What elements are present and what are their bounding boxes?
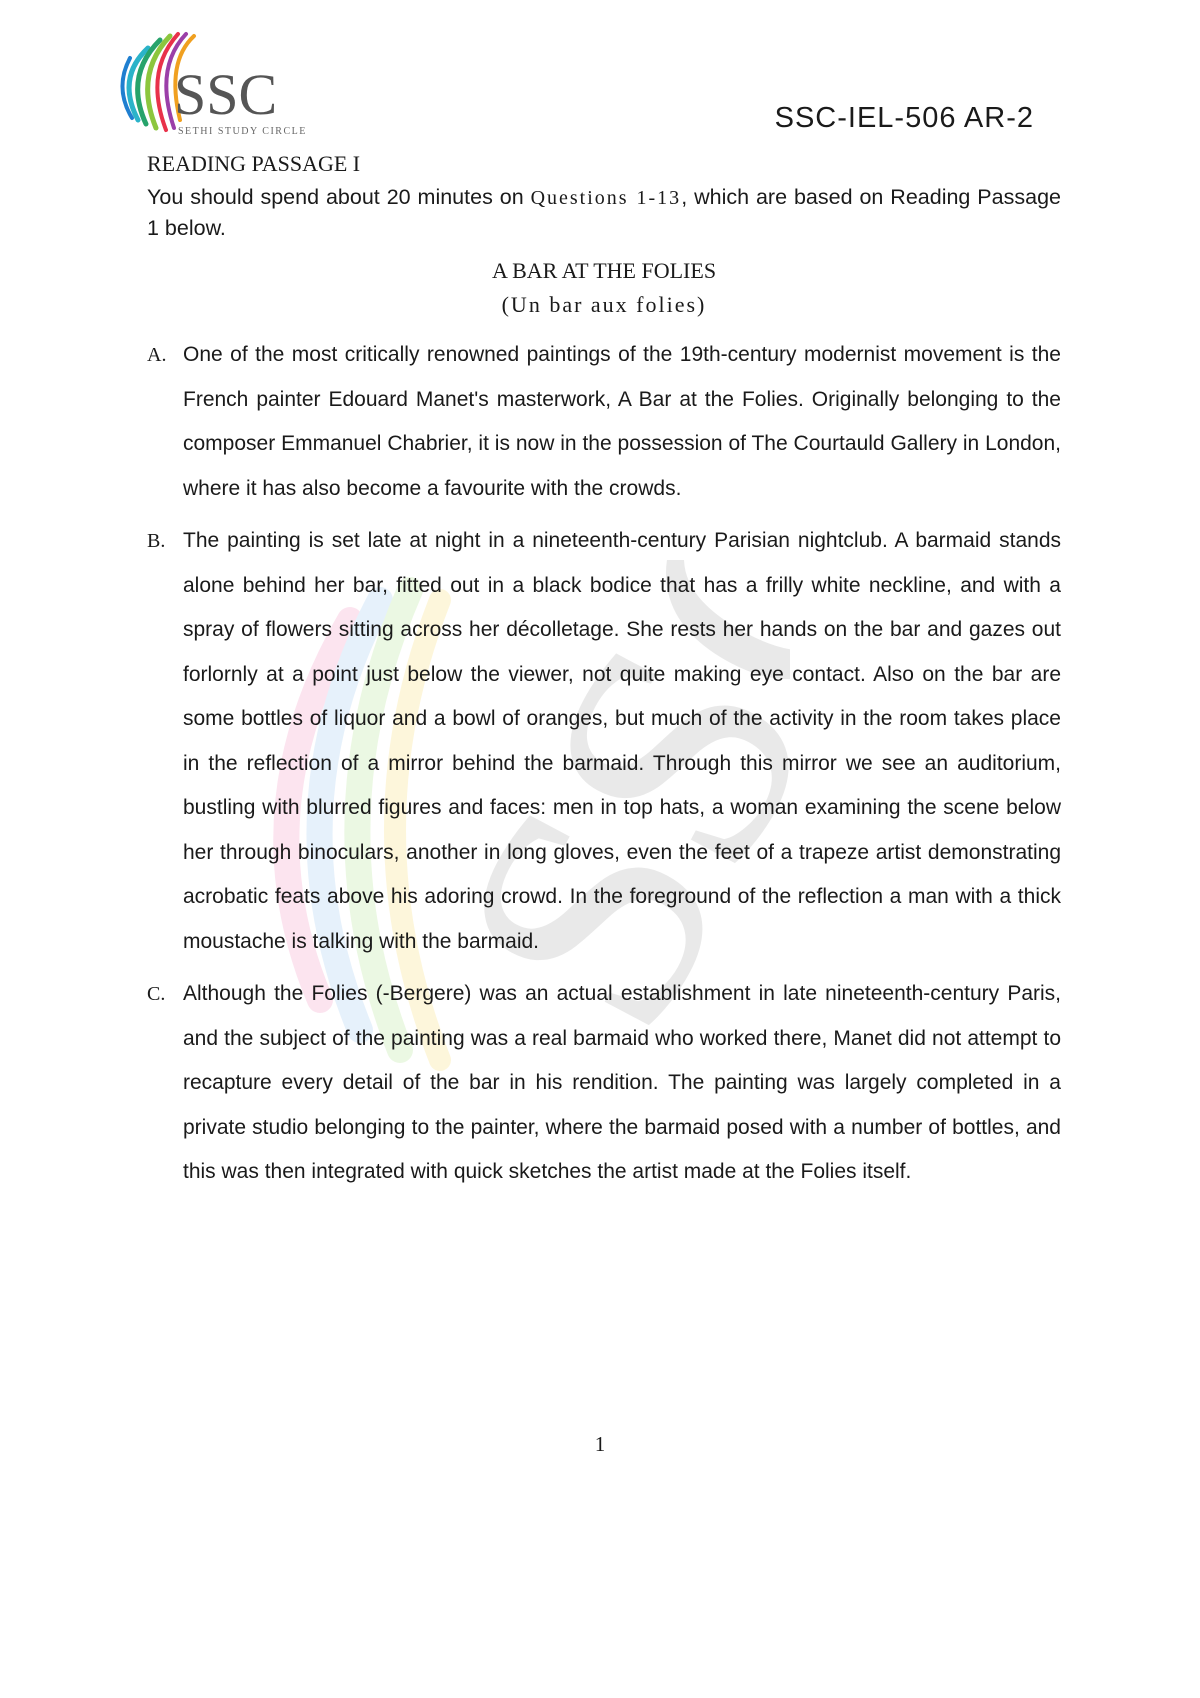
paragraph-letter: B.: [147, 530, 166, 552]
paragraph-text: Although the Folies (-Bergere) was an actual establishment in late nineteenth-century Paris, and the subject of the painting was a real barmaid who worked there, Manet did not attempt to recapture every detail of the bar in his rendition. The painting was largely completed in a private studio belonging to the painter, where the barmaid posed with a number of bottles, and this was then integrated with quick sketches the artist made at the Folies itself.: [183, 982, 1061, 1183]
questions-reference: Questions 1-13: [530, 187, 682, 209]
instructions-text-end: , which are based on Reading Passage 1 below.: [147, 185, 1061, 240]
logo-subtext: SETHI STUDY CIRCLE: [178, 126, 307, 137]
ssc-logo: [108, 28, 318, 140]
logo-text: SSC: [174, 62, 278, 127]
reading-passage: [147, 146, 1061, 1195]
passage-instructions: [147, 182, 1061, 243]
passage-subtitle: (Un bar aux folies): [501, 292, 707, 317]
document-code: SSC-IEL-506 AR-2: [774, 102, 1034, 134]
paragraph-b: [147, 519, 1061, 964]
page-number: 1: [594, 1432, 606, 1456]
svg-text:SSC: SSC: [386, 560, 790, 1083]
paragraph-a: [147, 333, 1061, 511]
paragraph-text: One of the most critically renowned paintings of the 19th-century modernist movement is the French painter Edouard Manet's masterwork, A Bar at the Folies. Originally belonging to the composer Emmanuel Chabrier, it is now in the possession of The Courtauld Gallery in London, where it has also become a favourite with the crowds.: [183, 343, 1061, 500]
paragraph-letter: C.: [147, 983, 166, 1005]
paragraph-letter: A.: [147, 344, 167, 366]
paragraph-text: The painting is set late at night in a nineteenth-century Parisian nightclub. A barmaid stands alone behind her bar, fitted out in a black bodice that has a frilly white neckline, and with a spray of flowers sitting across her décolletage. She rests her hands on the bar and gazes out forlornly at a point just below the viewer, not quite making eye contact. Also on the bar are some bottles of liquor and a bowl of oranges, but much of the activity in the room takes place in the reflection of a mirror behind the barmaid. Through this mirror we see an auditorium, bustling with blurred figures and faces: men in top hats, a woman examining the scene below her through binoculars, another in long gloves, even the feet of a trapeze artist demonstrating acrobatic feats above his adoring crowd. In the foreground of the reflection a man with a thick moustache is talking with the barmaid.: [183, 529, 1061, 953]
passage-title: A BAR AT THE FOLIES: [491, 258, 717, 283]
instructions-text: You should spend about 20 minutes on: [147, 185, 531, 209]
passage-label: READING PASSAGE I: [147, 151, 361, 176]
paragraph-c: [147, 972, 1061, 1195]
